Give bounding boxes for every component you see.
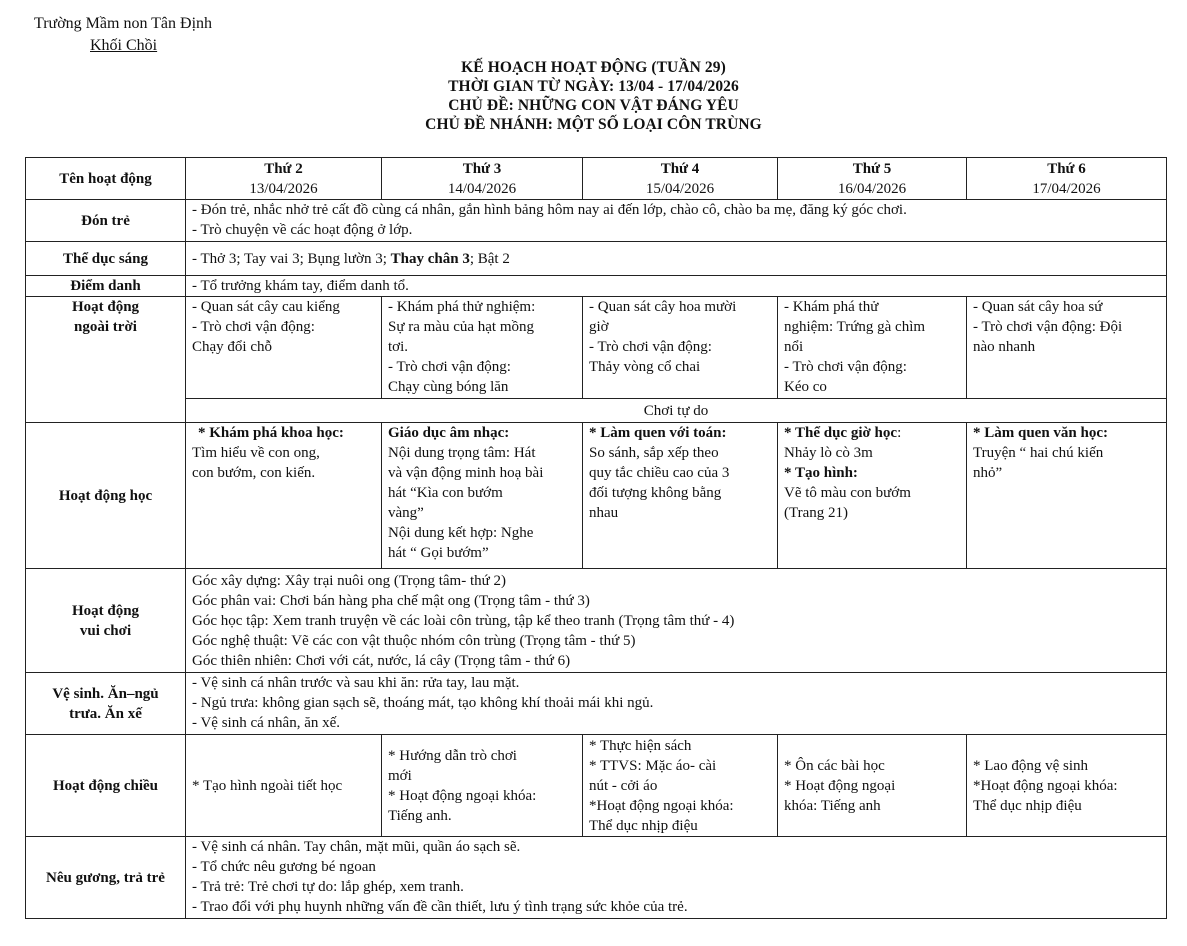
table-header-row bbox=[26, 158, 1167, 200]
text-line: khóa: Tiếng anh bbox=[784, 797, 881, 814]
chieu-wed bbox=[583, 735, 778, 837]
exercise-list: - Thở 3; Tay vai 3; Bụng lườn 3; bbox=[192, 250, 391, 267]
text-line: quy tắc chiều cao của 3 bbox=[589, 465, 730, 481]
ngoai-troi-wed bbox=[583, 297, 778, 399]
text-line: hát “ Gọi bướm” bbox=[388, 545, 489, 561]
text-line: - Đón trẻ, nhắc nhở trẻ cất đồ cùng cá nhân, gắn hình bảng hôm nay ai đến lớp, chào cô, chào ba mẹ, đăng ký góc chơi. bbox=[192, 202, 907, 218]
day-header-mon bbox=[186, 158, 382, 200]
text-line: Nội dung kết hợp: Nghe bbox=[388, 525, 534, 541]
day-date: 14/04/2026 bbox=[447, 181, 517, 197]
row-label: Thể dục sáng bbox=[26, 242, 186, 276]
text-line: Nhảy lò cò 3m bbox=[784, 445, 873, 461]
play-corner: Góc học tập: Xem tranh truyện về các loài côn trùng, tập kể theo tranh (Trọng tâm thứ - 4) bbox=[192, 612, 735, 629]
subject-title-colon: : bbox=[897, 425, 902, 441]
exercise-highlight: Thay chân 3 bbox=[390, 250, 470, 267]
text-line: nào nhanh bbox=[973, 339, 1036, 355]
row-ve-sinh bbox=[26, 673, 1167, 735]
text-line: Tìm hiểu về con ong, bbox=[192, 445, 320, 461]
text-line: * Ôn các bài học bbox=[784, 757, 885, 774]
text-line: *Hoạt động ngoại khóa: bbox=[589, 797, 734, 814]
plan-subtheme: CHỦ ĐỀ NHÁNH: MỘT SỐ LOẠI CÔN TRÙNG bbox=[425, 116, 762, 133]
text-line: - Trò chơi vận động: bbox=[192, 319, 315, 335]
row-label bbox=[26, 673, 186, 735]
text-line: nghiệm: Trứng gà chìm bbox=[784, 319, 926, 335]
text-line: Thể dục nhịp điệu bbox=[973, 797, 1082, 814]
text-line: - Vệ sinh cá nhân. Tay chân, mặt mũi, quần áo sạch sẽ. bbox=[192, 839, 521, 855]
row-free-play bbox=[26, 399, 1167, 423]
day-name: Thứ 2 bbox=[264, 161, 303, 177]
text-line: Vẽ tô màu con bướm bbox=[784, 485, 911, 501]
text-line: giờ bbox=[589, 319, 609, 335]
row-label bbox=[26, 297, 186, 423]
ve-sinh-content bbox=[186, 673, 1167, 735]
play-corner: Góc phân vai: Chơi bán hàng pha chế mật ong (Trọng tâm - thứ 3) bbox=[192, 592, 590, 609]
chieu-tue bbox=[382, 735, 583, 837]
subject-title: * Thể dục giờ học bbox=[784, 425, 898, 441]
text-line: * Thực hiện sách bbox=[589, 737, 692, 754]
row-diem-danh bbox=[26, 276, 1167, 297]
plan-theme: CHỦ ĐỀ: NHỮNG CON VẬT ĐÁNG YÊU bbox=[448, 97, 739, 114]
subject-title: * Làm quen văn học: bbox=[973, 425, 1109, 441]
row-vui-choi bbox=[26, 569, 1167, 673]
text-line: * Tạo hình ngoài tiết học bbox=[192, 777, 343, 794]
text-line: - Trả trẻ: Trẻ chơi tự do: lắp ghép, xem tranh. bbox=[192, 879, 464, 895]
row-label: Đón trẻ bbox=[26, 200, 186, 242]
ngoai-troi-fri bbox=[967, 297, 1167, 399]
text-line: Truyện “ hai chú kiến bbox=[973, 445, 1104, 461]
activity-name-header: Tên hoạt động bbox=[26, 158, 186, 200]
free-play-cell: Chơi tự do bbox=[186, 399, 1167, 423]
hoc-wed bbox=[583, 423, 778, 569]
subject-title: Giáo dục âm nhạc: bbox=[388, 425, 510, 441]
text-line: - Trò chuyện về các hoạt động ở lớp. bbox=[192, 222, 413, 238]
text-line: - Trò chơi vận động: bbox=[784, 359, 907, 375]
hoc-mon bbox=[186, 423, 382, 569]
day-header-thu bbox=[778, 158, 967, 200]
day-header-wed bbox=[583, 158, 778, 200]
text-line: Chạy đổi chỗ bbox=[192, 339, 272, 355]
text-line: hát “Kìa con bướm bbox=[388, 485, 503, 501]
hoc-thu bbox=[778, 423, 967, 569]
text-line: * TTVS: Mặc áo- cài bbox=[589, 757, 717, 774]
text-line: - Trao đổi với phụ huynh những vấn đề cần thiết, lưu ý tình trạng sức khỏe của trẻ. bbox=[192, 899, 688, 915]
text-line: - Trò chơi vận động: Đội bbox=[973, 319, 1123, 335]
subject-title: * Tạo hình: bbox=[784, 465, 858, 481]
text-line: Tiếng anh. bbox=[388, 807, 452, 824]
row-neu-guong bbox=[26, 837, 1167, 919]
row-label-line: Hoạt động bbox=[71, 299, 140, 315]
text-line: *Hoạt động ngoại khóa: bbox=[973, 777, 1118, 794]
text-line: tơi. bbox=[388, 339, 409, 355]
day-name: Thứ 4 bbox=[660, 161, 700, 177]
school-name: Trường Mầm non Tân Định bbox=[34, 15, 213, 32]
text-line: - Khám phá thử bbox=[784, 299, 879, 315]
text-line: con bướm, con kiến. bbox=[192, 465, 316, 481]
chieu-thu bbox=[778, 735, 967, 837]
text-line: - Vệ sinh cá nhân trước và sau khi ăn: rửa tay, lau mặt. bbox=[192, 675, 520, 691]
text-line: Thể dục nhịp điệu bbox=[589, 817, 698, 834]
plan-title: KẾ HOẠCH HOẠT ĐỘNG (TUẦN 29) bbox=[461, 59, 726, 76]
play-corner: Góc thiên nhiên: Chơi với cát, nước, lá cây (Trọng tâm - thứ 6) bbox=[192, 652, 571, 669]
row-label: Hoạt động học bbox=[26, 423, 186, 569]
row-label bbox=[26, 569, 186, 673]
text-line: - Vệ sinh cá nhân, ăn xế. bbox=[192, 715, 341, 731]
text-line: Sự ra màu của hạt mồng bbox=[388, 319, 535, 335]
hoc-tue bbox=[382, 423, 583, 569]
text-line: và vận động minh hoạ bài bbox=[388, 465, 544, 481]
hoc-fri bbox=[967, 423, 1167, 569]
vui-choi-content bbox=[186, 569, 1167, 673]
text-line: nhau bbox=[589, 505, 619, 521]
day-date: 15/04/2026 bbox=[645, 181, 715, 197]
row-label: Điểm danh bbox=[26, 276, 186, 297]
row-label-line: Vệ sinh. Ăn–ngủ bbox=[52, 685, 159, 702]
text-line: * Hoạt động ngoại khóa: bbox=[388, 787, 537, 804]
day-date: 17/04/2026 bbox=[1032, 181, 1101, 197]
text-line: So sánh, sắp xếp theo bbox=[589, 445, 719, 461]
row-label: Nêu gương, trả trẻ bbox=[26, 837, 186, 919]
row-label-line: ngoài trời bbox=[74, 319, 137, 335]
row-the-duc-sang bbox=[26, 242, 1167, 276]
play-corner: Góc nghệ thuật: Vẽ các con vật thuộc nhóm côn trùng (Trọng tâm - thứ 5) bbox=[192, 632, 636, 649]
ngoai-troi-mon bbox=[186, 297, 382, 399]
subject-title: * Khám phá khoa học: bbox=[198, 425, 344, 441]
ngoai-troi-thu bbox=[778, 297, 967, 399]
chieu-mon bbox=[186, 735, 382, 837]
text-line: Thảy vòng cổ chai bbox=[589, 359, 701, 375]
text-line: - Trò chơi vận động: bbox=[589, 339, 712, 355]
plan-titles bbox=[0, 58, 1187, 134]
text-line: - Quan sát cây cau kiểng bbox=[192, 299, 340, 315]
text-line: Chạy cùng bóng lăn bbox=[388, 379, 509, 395]
subject-title-line bbox=[784, 423, 960, 443]
text-line: nhỏ” bbox=[973, 465, 1003, 481]
row-hoat-dong-hoc bbox=[26, 423, 1167, 569]
ngoai-troi-tue bbox=[382, 297, 583, 399]
neu-guong-content bbox=[186, 837, 1167, 919]
text-line: Kéo co bbox=[784, 379, 827, 395]
the-duc-sang-content bbox=[186, 242, 1167, 276]
text-line: - Tổ chức nêu gương bé ngoan bbox=[192, 859, 376, 875]
activity-plan-table bbox=[25, 157, 1167, 919]
plan-date-range: THỜI GIAN TỪ NGÀY: 13/04 - 17/04/2026 bbox=[448, 78, 739, 95]
text-line: * Hoạt động ngoại bbox=[784, 777, 896, 794]
subject-title: * Làm quen với toán: bbox=[589, 425, 727, 441]
text-line: - Trò chơi vận động: bbox=[388, 359, 511, 375]
text-line: mới bbox=[388, 767, 412, 784]
text-line: * Lao động vệ sinh bbox=[973, 757, 1088, 774]
row-hoat-dong-chieu bbox=[26, 735, 1167, 837]
text-line: - Quan sát cây hoa sứ bbox=[973, 299, 1103, 315]
text-line: nổi bbox=[784, 339, 804, 355]
day-header-tue bbox=[382, 158, 583, 200]
row-label-line: Hoạt động bbox=[71, 602, 140, 619]
day-header-fri bbox=[967, 158, 1167, 200]
day-date: 16/04/2026 bbox=[837, 181, 907, 197]
day-name: Thứ 3 bbox=[462, 161, 502, 177]
text-line: (Trang 21) bbox=[784, 505, 849, 521]
day-name: Thứ 5 bbox=[852, 161, 892, 177]
text-line: * Hướng dẫn trò chơi bbox=[388, 747, 517, 764]
text-line: Nội dung trọng tâm: Hát bbox=[388, 445, 536, 461]
text-line: vàng” bbox=[388, 505, 424, 521]
text-line: - Ngủ trưa: không gian sạch sẽ, thoáng mát, tạo không khí thoải mái khi ngủ. bbox=[192, 695, 654, 711]
text-line: - Quan sát cây hoa mười bbox=[589, 299, 737, 315]
text-line: đối tượng không bằng bbox=[589, 485, 722, 501]
diem-danh-content: - Tổ trưởng khám tay, điểm danh tổ. bbox=[186, 276, 1167, 297]
chieu-fri bbox=[967, 735, 1167, 837]
day-date: 13/04/2026 bbox=[249, 181, 318, 197]
don-tre-content bbox=[186, 200, 1167, 242]
grade-block: Khối Chồi bbox=[90, 37, 158, 54]
row-don-tre bbox=[26, 200, 1167, 242]
text-line: - Khám phá thử nghiệm: bbox=[388, 299, 536, 315]
row-label: Hoạt động chiều bbox=[26, 735, 186, 837]
play-corner: Góc xây dựng: Xây trại nuôi ong (Trọng tâm- thứ 2) bbox=[192, 572, 506, 589]
row-label-line: trưa. Ăn xế bbox=[69, 705, 142, 722]
exercise-list-tail: ; Bật 2 bbox=[469, 250, 510, 267]
day-name: Thứ 6 bbox=[1047, 161, 1086, 177]
row-label-line: vui chơi bbox=[79, 622, 132, 639]
row-ngoai-troi bbox=[26, 297, 1167, 399]
text-line: nút - cởi áo bbox=[589, 777, 658, 794]
